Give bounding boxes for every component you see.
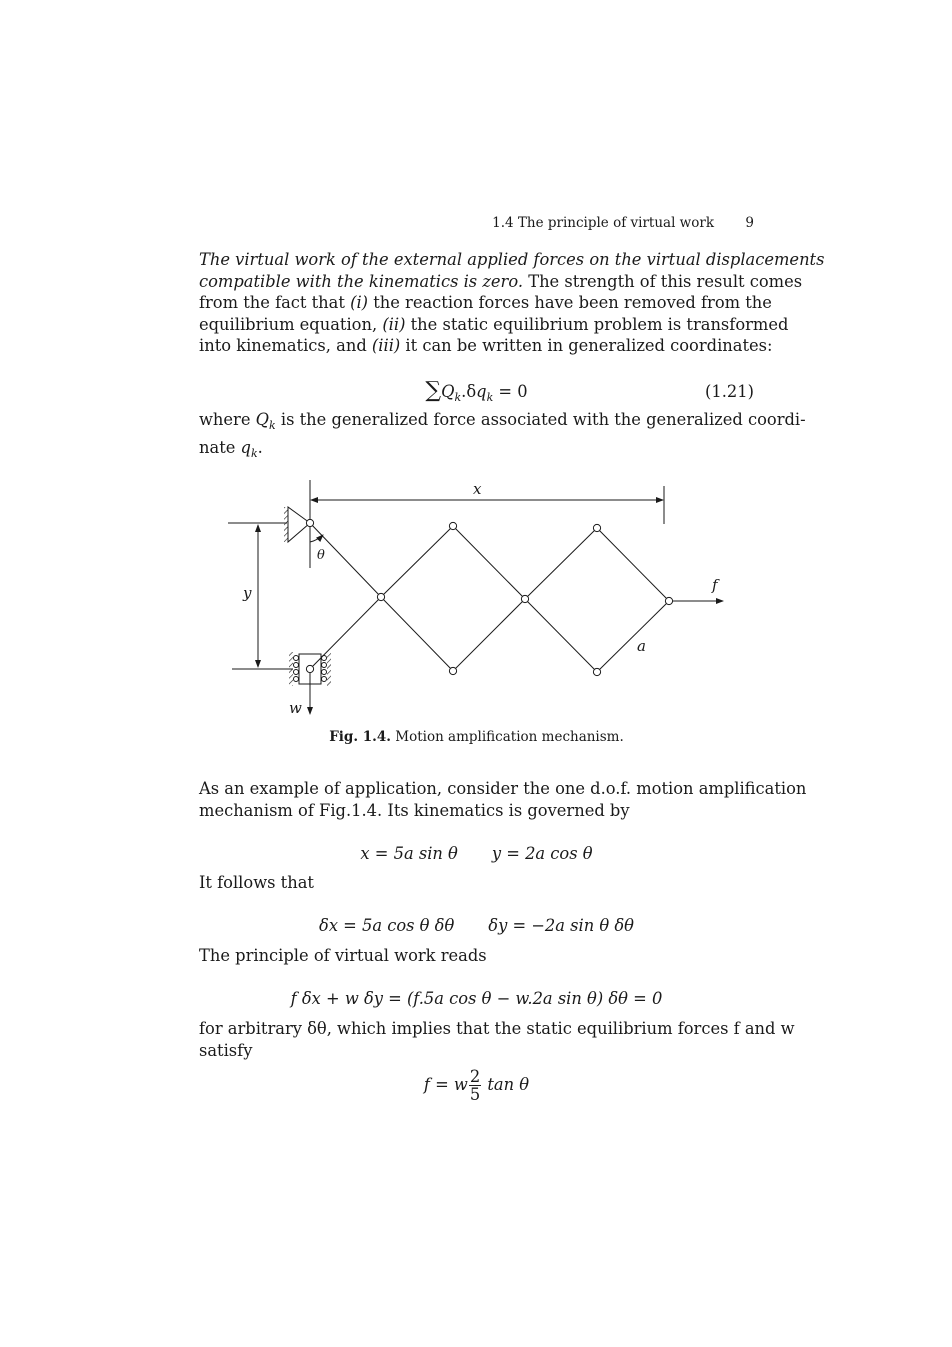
label-y: y <box>243 584 252 602</box>
fixed-pivot-ground <box>284 507 288 542</box>
scissor-links <box>310 523 669 672</box>
running-head <box>199 215 754 231</box>
example-paragraph <box>199 778 807 821</box>
example-line-1: As an example of application, consider the one d.o.f. motion amplification <box>199 779 807 798</box>
equation-number: (1.21) <box>705 382 754 401</box>
variation-equations: δx = 5a cos θ δθ δy = −2a sin θ δθ <box>319 916 634 935</box>
arbitrary-line-2: satisfy <box>199 1040 253 1060</box>
arbitrary-line-1: for arbitrary δθ, which implies that the static equilibrium forces f and w <box>199 1019 795 1038</box>
page-number: 9 <box>745 215 754 231</box>
label-x: x <box>473 480 482 498</box>
label-f: f <box>712 576 718 594</box>
final-equation: f = w $\frac{2}{5}$ tan θ <box>423 1067 530 1104</box>
slider-guide-left <box>289 652 293 686</box>
mechanism-figure <box>225 476 730 720</box>
theta-arc <box>310 535 323 542</box>
pvw-text: The principle of virtual work reads <box>199 946 487 965</box>
intro-paragraph <box>199 249 825 357</box>
intro-line-5: into kinematics, and (iii) it can be written in generalized coordinates: <box>199 336 773 356</box>
label-w: w <box>289 699 302 717</box>
label-a: a <box>637 637 646 655</box>
example-line-2: mechanism of Fig.1.4. Its kinematics is governed by <box>199 800 630 820</box>
section-title: 1.4 The principle of virtual work <box>492 215 714 231</box>
intro-line-2: compatible with the kinematics is zero. The strength of this result comes <box>199 271 803 291</box>
slider-guide-right <box>327 652 331 686</box>
label-theta: θ <box>317 548 325 563</box>
where-line-2: nate $q_k$. <box>199 437 263 461</box>
intro-line-3: from the fact that (i) the reaction forces have been removed from the <box>199 293 772 313</box>
arbitrary-paragraph <box>199 1018 795 1061</box>
intro-line-1: The virtual work of the external applied forces on the virtual displacements <box>199 250 825 269</box>
figure-caption: Fig. 1.4. Motion amplification mechanism. <box>329 729 624 745</box>
intro-line-4: equilibrium equation, (ii) the static equilibrium problem is transformed <box>199 314 789 334</box>
where-paragraph <box>199 409 806 465</box>
follows-text: It follows that <box>199 873 314 892</box>
kinematics-equations: x = 5a sin θ y = 2a cos θ <box>360 844 593 863</box>
pvw-equation: f δx + w δy = (f.5a cos θ − w.2a sin θ) δθ = 0 <box>290 989 663 1008</box>
where-line-1: where $Q_k$ is the generalized force associated with the generalized coordi- <box>199 410 806 433</box>
equation-1-21: $\sum Q_k.\delta q_k = 0$ (1.21) <box>425 378 754 405</box>
